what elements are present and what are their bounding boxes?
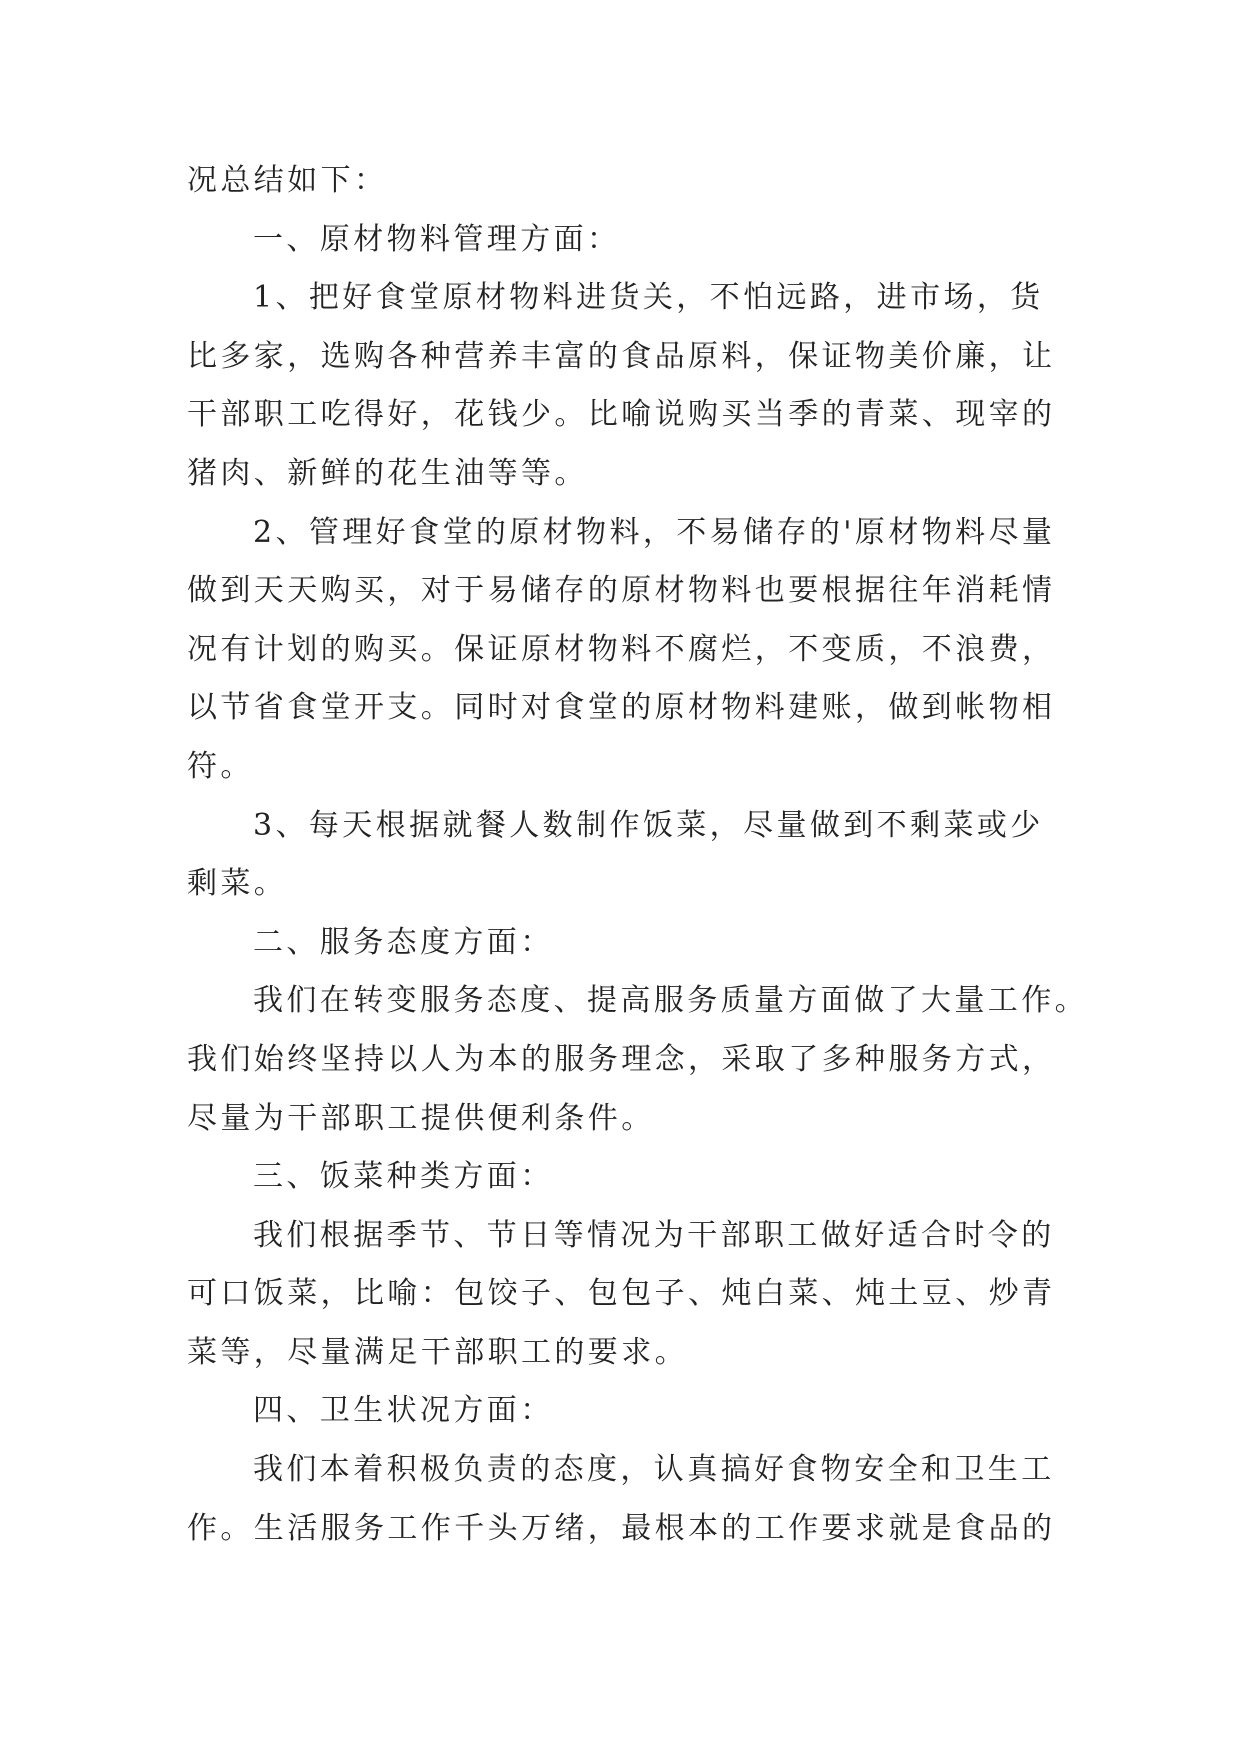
text-line: 我们根据季节、节日等情况为干部职工做好适合时令的 [253,1217,1055,1253]
document-body [187,152,1088,1558]
text-line: 我们本着积极负责的态度，认真搞好食物安全和卫生工 [253,1452,1055,1488]
text-line: 四、卫生状况方面： [253,1393,554,1429]
text-line: 二、服务态度方面： [253,924,554,960]
text-line: 三、饭菜种类方面： [253,1159,554,1195]
text-line: 菜等，尽量满足干部职工的要求。 [187,1334,688,1370]
text-line: 1、把好食堂原材物料进货关，不怕远路，进市场，货 [253,280,1044,316]
text-line: 可口饭菜，比喻：包饺子、包包子、炖白菜、炖土豆、炒青 [187,1276,1056,1312]
text-line: 况有计划的购买。保证原材物料不腐烂，不变质，不浪费， [187,631,1056,667]
text-line: 干部职工吃得好，花钱少。比喻说购买当季的青菜、现宰的 [187,397,1056,433]
text-line: 尽量为干部职工提供便利条件。 [187,1100,655,1136]
text-line: 猪肉、新鲜的花生油等等。 [187,455,588,491]
text-line: 剩菜。 [187,866,288,902]
text-line: 符。 [187,748,254,784]
text-line: 作。生活服务工作千头万绪，最根本的工作要求就是食品的 [187,1510,1056,1546]
text-line: 况总结如下： [187,163,388,198]
text-line: 一、原材物料管理方面： [253,221,621,257]
text-line: 以节省食堂开支。同时对食堂的原材物料建账，做到帐物相 [187,690,1056,726]
text-line: 我们始终坚持以人为本的服务理念，采取了多种服务方式， [187,1041,1056,1077]
text-line: 3、每天根据就餐人数制作饭菜，尽量做到不剩菜或少 [253,807,1044,843]
text-line: 2、管理好食堂的原材物料，不易储存的'原材物料尽量 [253,514,1056,550]
text-line: 我们在转变服务态度、提高服务质量方面做了大量工作。 [253,983,1088,1019]
text-line: 比多家，选购各种营养丰富的食品原料，保证物美价廉，让 [187,338,1056,374]
text-line: 做到天天购买，对于易储存的原材物料也要根据往年消耗情 [187,573,1056,609]
